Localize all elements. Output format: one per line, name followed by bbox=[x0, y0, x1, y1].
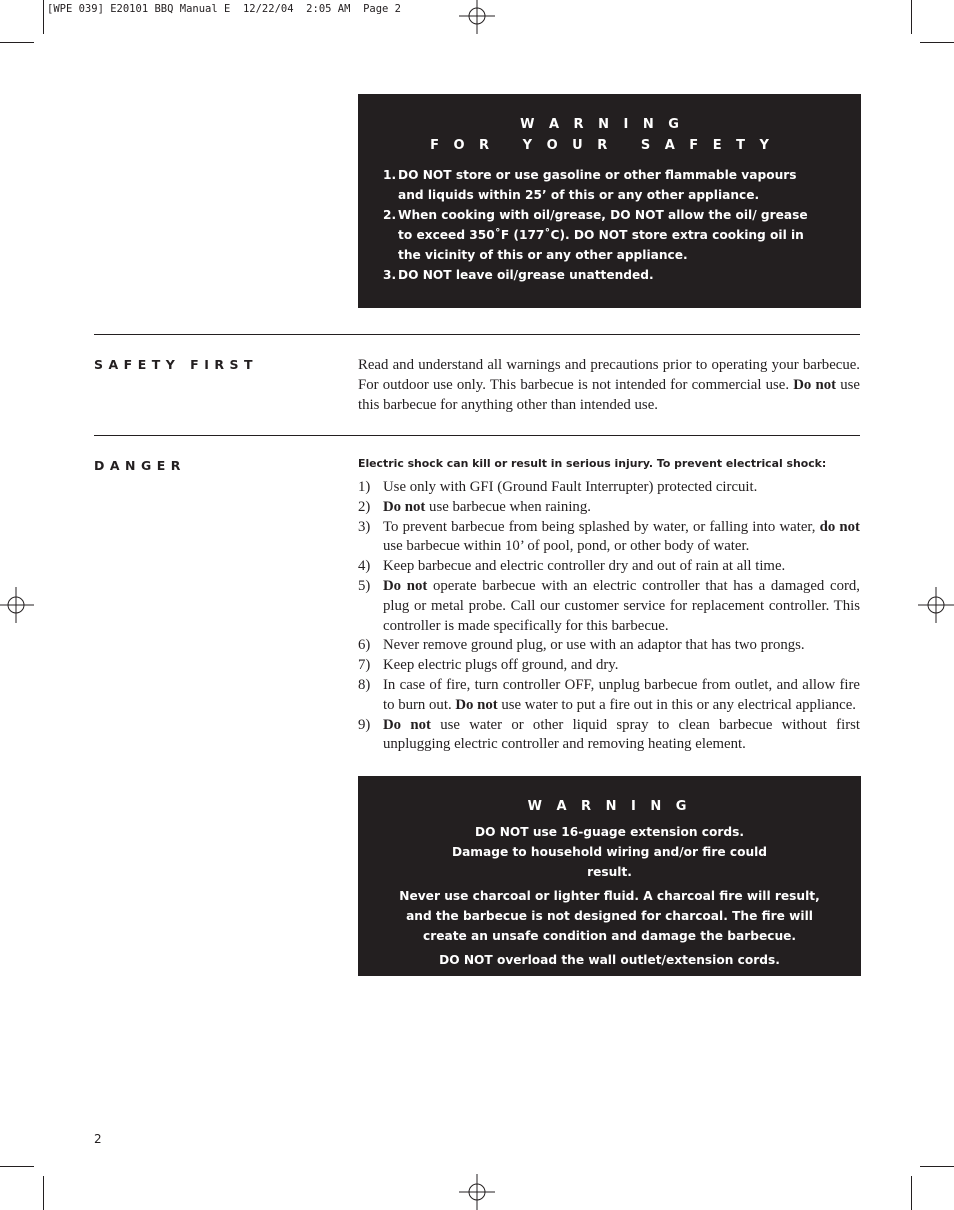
list-item: 7) Keep electric plugs off ground, and dry. bbox=[358, 657, 619, 674]
list-item: 2) Do not use barbecue when raining. bbox=[358, 498, 591, 515]
safety-first-heading: SAFETY FIRST bbox=[94, 357, 259, 372]
list-item: 9) Do not use water or other liquid spray to clean barbecue without first unplugging electric controller and removing heating element. bbox=[358, 716, 860, 753]
danger-heading: DANGER bbox=[94, 458, 186, 473]
list-item: 8) In case of fire, turn controller OFF, unplug barbecue from outlet, and allow fire to burn out. Do not use water to put a fire out in this or any electrical appliance. bbox=[358, 676, 860, 713]
crop-mark bbox=[911, 0, 912, 34]
crop-mark bbox=[43, 1176, 44, 1210]
list-item: 1) Use only with GFI (Ground Fault Interrupter) protected circuit. bbox=[358, 479, 758, 495]
warning-paragraph: DO NOT use 16-guage extension cords. Damage to household wiring and/or fire could result. bbox=[451, 825, 768, 879]
page-number: 2 bbox=[94, 1132, 102, 1146]
warning-subtitle: F O R Y O U R S A F E T Y bbox=[430, 138, 774, 153]
list-item: 3) To prevent barbecue from being splashed by water, or falling into water, do not use barbecue within 10’ of pool, pond, or other body of water. bbox=[358, 518, 860, 555]
crop-mark bbox=[0, 42, 34, 43]
crop-mark bbox=[911, 1176, 912, 1210]
danger-list bbox=[358, 478, 860, 755]
warning-box-electrical bbox=[358, 776, 861, 976]
safety-first-text: Read and understand all warnings and precautions prior to operating your barbecue. For outdoor use only. This barbecue is not intended for commercial use. Do not use this barbecue for anything other than intended use. bbox=[358, 357, 860, 413]
warning-paragraph: DO NOT overload the wall outlet/extension cords. bbox=[439, 953, 780, 967]
section-divider bbox=[94, 334, 860, 335]
crop-mark bbox=[0, 1166, 34, 1167]
crop-mark bbox=[43, 0, 44, 34]
danger-lead-text: Electric shock can kill or result in serious injury. To prevent electrical shock: bbox=[358, 457, 827, 470]
registration-mark-icon bbox=[459, 0, 495, 34]
registration-mark-icon bbox=[459, 1174, 495, 1210]
warning-title: W A R N I N G bbox=[527, 799, 692, 814]
warning-list-item: 1. DO NOT store or use gasoline or other flammable vapours and liquids within 25’ of this or any other appliance. bbox=[383, 168, 797, 202]
warning-title: W A R N I N G bbox=[520, 117, 684, 132]
warning-box-safety bbox=[358, 94, 861, 308]
list-item: 6) Never remove ground plug, or use with an adaptor that has two prongs. bbox=[358, 637, 805, 654]
list-item: 5) Do not operate barbecue with an electric controller that has a damaged cord, plug or metal probe. Call our customer service for replacement controller. This controller is made specifically for this barbecue. bbox=[358, 577, 860, 634]
printer-slug: [WPE 039] E20101 BBQ Manual E 12/22/04 2:05 AM Page 2 bbox=[47, 3, 402, 15]
warning-list-item: 2. When cooking with oil/grease, DO NOT allow the oil/ grease to exceed 350˚F (177˚C). DO NOT store extra cooking oil in the vicinity of this or any other appliance. bbox=[383, 208, 808, 262]
section-divider bbox=[94, 435, 860, 436]
registration-mark-icon bbox=[0, 587, 34, 623]
crop-mark bbox=[920, 1166, 954, 1167]
list-item: 4) Keep barbecue and electric controller dry and out of rain at all time. bbox=[358, 558, 786, 575]
warning-list bbox=[383, 165, 821, 285]
registration-mark-icon bbox=[918, 587, 954, 623]
warning-list-item: 3. DO NOT leave oil/grease unattended. bbox=[383, 268, 654, 282]
warning-paragraph: Never use charcoal or lighter fluid. A charcoal fire will result, and the barbecue is not designed for charcoal. The fire will create an unsafe condition and damage the barbecue. bbox=[399, 889, 820, 943]
crop-mark bbox=[920, 42, 954, 43]
